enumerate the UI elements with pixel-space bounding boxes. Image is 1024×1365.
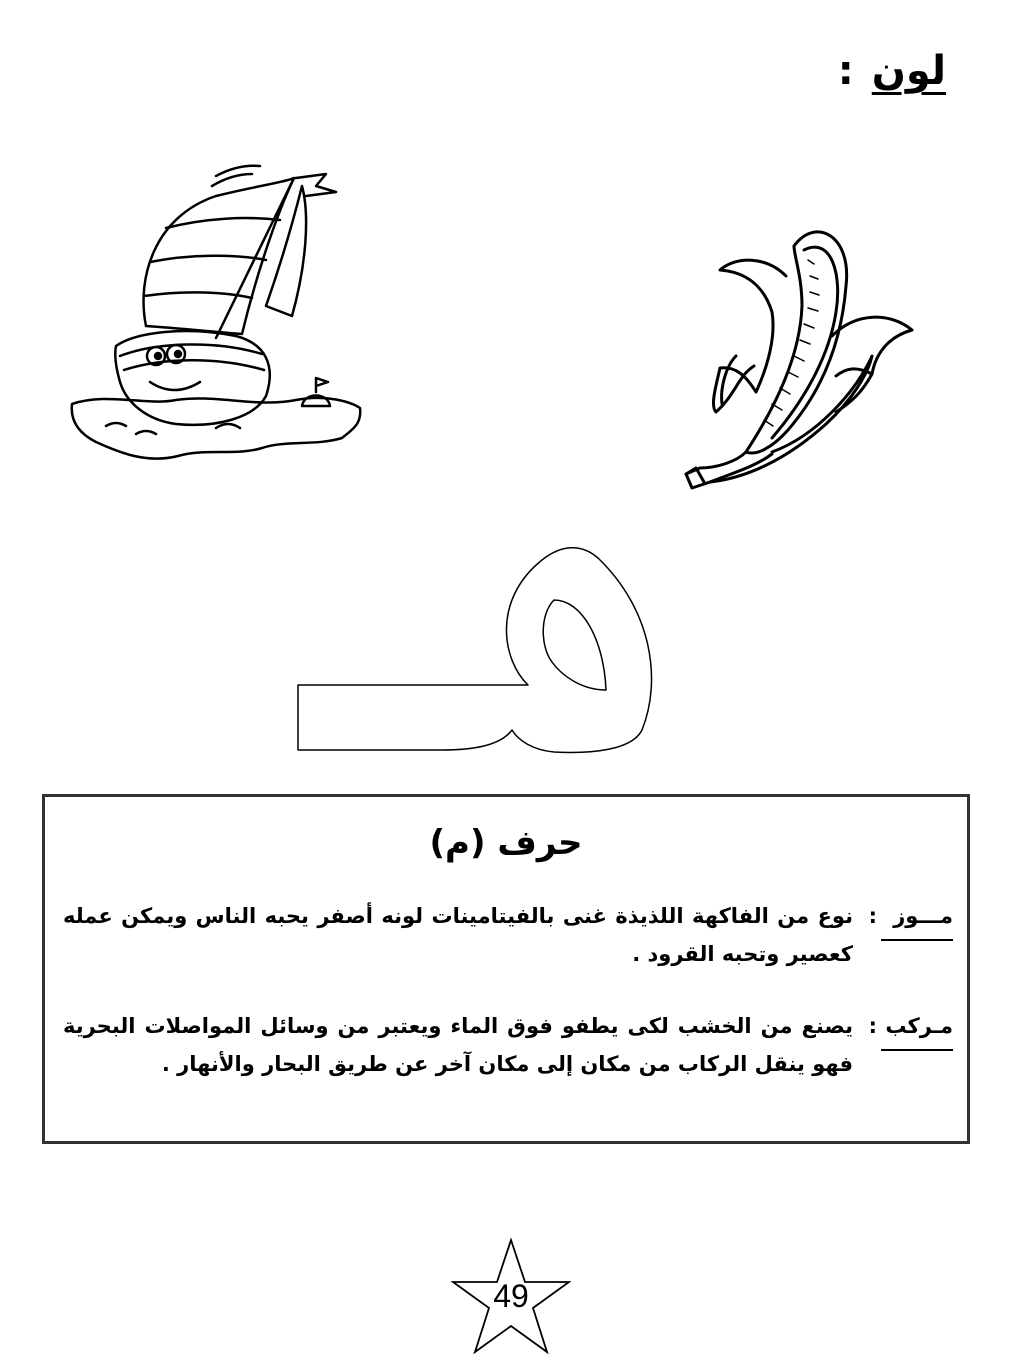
letter-meem-outline <box>292 540 662 755</box>
page-header <box>838 48 946 94</box>
page-number-badge <box>451 1238 571 1356</box>
entry-definition: نوع من الفاكهة اللذيذة غنى بالفيتامينات لونه أصفر يحبه الناس ويمكن عمله كعصير وتحبه القرود . <box>63 904 853 966</box>
entry-colon: : <box>868 1014 877 1038</box>
box-title: حرف (م) <box>429 823 583 863</box>
entry-term: مـركب <box>881 1007 953 1051</box>
entry-boat <box>63 1007 953 1083</box>
page-number: 49 <box>493 1278 529 1314</box>
entry-banana <box>63 897 953 973</box>
header-colon: : <box>837 48 854 94</box>
boat-drawing <box>66 156 366 476</box>
entry-colon: : <box>868 904 877 928</box>
entry-term: مـــوز <box>881 897 953 941</box>
color-instruction: لون <box>871 48 946 94</box>
banana-drawing <box>676 216 926 491</box>
entry-definition: يصنع من الخشب لكى يطفو فوق الماء ويعتبر من وسائل المواصلات البحرية فهو ينقل الركاب من مكان إلى مكان آخر عن طريق البحار والأنهار . <box>63 1014 853 1076</box>
letter-info-box <box>42 794 970 1144</box>
